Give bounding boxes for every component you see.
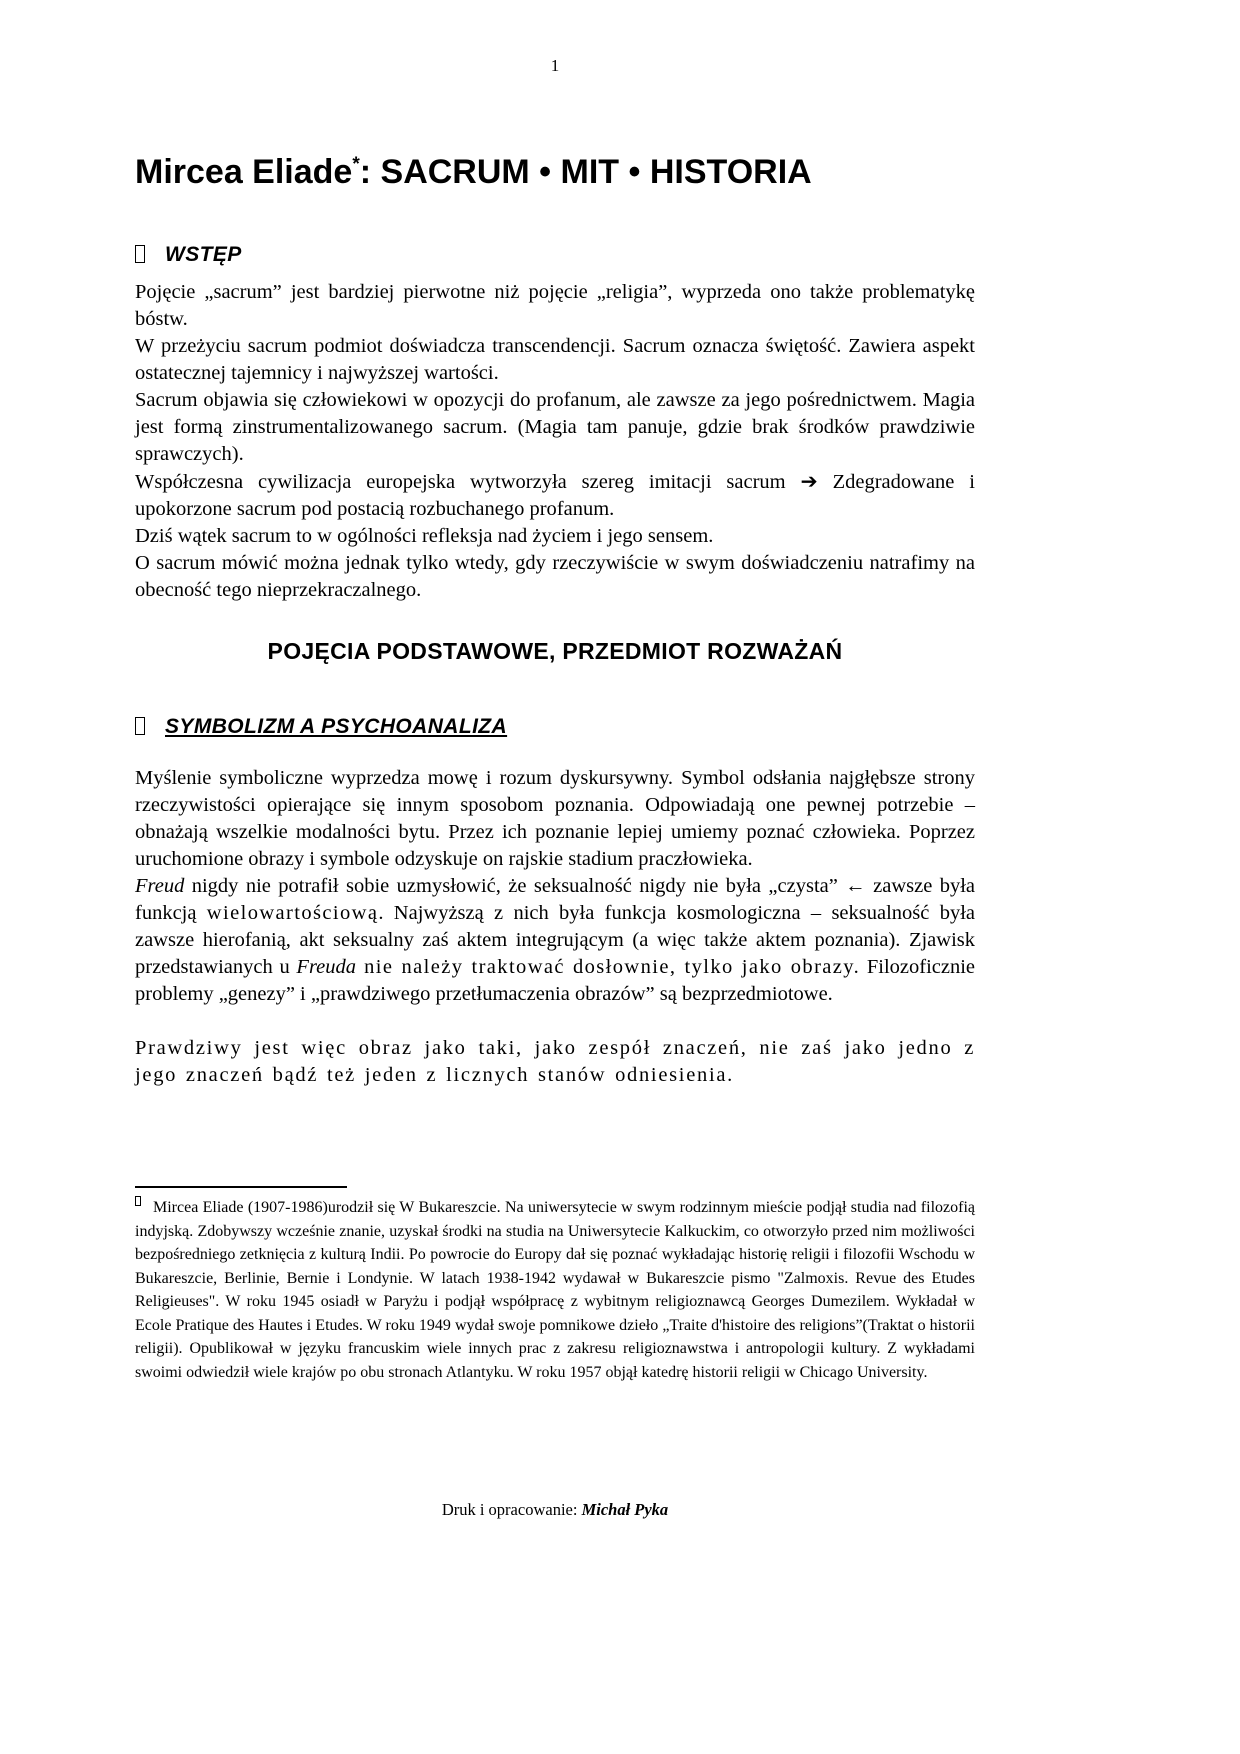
paragraph-text: Filozoficznie problemy „genezy” i „prawdziwego przetłumaczenia obrazów” są bezprzedmiotowe. [135,955,976,1005]
paragraph [135,468,975,523]
section-heading-symbolizm [135,715,975,739]
paragraph-text: nigdy nie potrafił sobie uzmysłowić, że seksualność nigdy nie była „czysta” ← zawsze była funkcją [135,874,975,924]
missing-glyph-icon [135,245,145,263]
chapter-heading: POJĘCIA PODSTAWOWE, PRZEDMIOT ROZWAŻAŃ [267,637,843,664]
footer-label: Druk i opracowanie: [441,1500,582,1519]
missing-glyph-icon [135,717,145,735]
footnote [135,1186,975,1384]
right-arrow-icon: ➔ [800,468,818,493]
document-title [135,152,975,193]
paragraph-text: . Najwyższą z nich była funkcja kosmologiczna – seksualność była zawsze hierofanią, akt seksualny zaś aktem integrującym (a więc także aktem poznania). Zjawisk przedstawianych u [135,901,975,978]
paragraph-text: Współczesna cywilizacja europejska wytworzyła szereg imitacji sacrum [135,470,801,493]
symbolizm-body [135,765,975,1089]
paragraph: Sacrum objawia się człowiekowi w opozycji do profanum, ale zawsze za jego pośrednictwem. Magia jest formą zinstrumentalizowanego sacrum. (Magia tam panuje, gdzie brak środków prawdziwie sprawczych). [135,388,975,465]
freud-name: Freuda [296,955,357,978]
freud-name: Freud [135,874,185,897]
paragraph: Pojęcie „sacrum” jest bardziej pierwotne niż pojęcie „religia”, wyprzeda ono także problematykę bóstw. [135,280,975,330]
footnote-text: Mircea Eliade (1907-1986)urodził się W Bukareszcie. Na uniwersytecie w swym rodzinnym mieście podjął studia nad filozofią indyjską. Zdobywszy wcześnie znanie, uzyskał środki na studia na Uniwersytecie Kalkuckim, co otworzyło przed nim możliwości bezpośredniego zetknięcia z kulturą Indii. Po powrocie do Europy dał się poznać wykładając historię religii i filozofii Wschodu w Bukareszcie, Berlinie, Bernie i Londynie. W latach 1938-1942 wydawał w Bukareszcie pismo "Zalmoxis. Revue des Etudes Religieuses". W roku 1945 osiadł w Paryżu i podjął współpracę z wybitnym religioznawcą Georges Dumezilem. Wykładał w Ecole Pratique des Hautes i Etudes. W roku 1949 wydał swoje pomnikowe dzieło „Traite d'histoire des religions”(Traktat o historii religii). Opublikował w języku francuskim wiele innych prac z zakresu religioznawstwa i antropologii kultury. Z wykładami swoimi odwiedził wiele krajów po obu stronach Atlantyku. W roku 1957 objął katedrę historii religii w Chicago University. [135,1199,975,1381]
emphasized-spaced-text: nie należy traktować dosłownie, tylko jako obrazy. [356,955,861,978]
wstep-body [135,279,975,604]
conclusion-paragraph: Prawdziwy jest więc obraz jako taki, jako zespół znaczeń, nie zaś jako jedno z jego znaczeń bądź też jeden z licznych stanów odniesienia. [135,1036,975,1086]
footnote-asterisk-ref: * [352,154,360,175]
paragraph: W przeżyciu sacrum podmiot doświadcza transcendencji. Sacrum oznacza świętość. Zawiera aspekt ostatecznej tajemnicy i najwyższej wartości. [135,334,975,384]
title-rest: : SACRUM • MIT • HISTORIA [359,153,812,191]
page-content [135,0,975,1089]
section-heading-wstep [135,243,975,267]
page-number: 1 [550,56,560,75]
page-footer [135,1500,975,1520]
wstep-heading-text: WSTĘP [165,242,242,266]
missing-glyph-footnote-marker-icon [135,1196,141,1206]
emphasized-spaced-text: wielowartościową [206,901,379,924]
title-main: Mircea Eliade [135,153,353,191]
symbolizm-heading-text: SYMBOLIZM A PSYCHOANALIZA [165,714,508,738]
paragraph: O sacrum mówić można jednak tylko wtedy, gdy rzeczywiście w swym doświadczeniu natrafimy na obecność tego nieprzekraczalnego. [135,551,975,601]
footnote-paragraph [135,1196,975,1384]
footnote-separator [135,1186,347,1188]
paragraph: Myślenie symboliczne wyprzedza mowę i rozum dyskursywny. Symbol odsłania najgłębsze strony rzeczywistości opierające się innym sposobom poznania. Odpowiadają one pewnej potrzebie – obnażają wszelkie modalności bytu. Przez ich poznanie lepiej umiemy poznać człowieka. Poprzez uruchomione obrazy i symbole odzyskuje on rajskie stadium praczłowieka. [135,766,975,870]
footer-author-name: Michał Pyka [581,1500,669,1519]
paragraph-text: Zdegradowane i upokorzone sacrum pod postacią rozbuchanego profanum. [135,470,975,520]
paragraph: Dziś wątek sacrum to w ogólności refleksja nad życiem i jego sensem. [135,524,714,547]
freud-paragraph [135,873,975,1008]
